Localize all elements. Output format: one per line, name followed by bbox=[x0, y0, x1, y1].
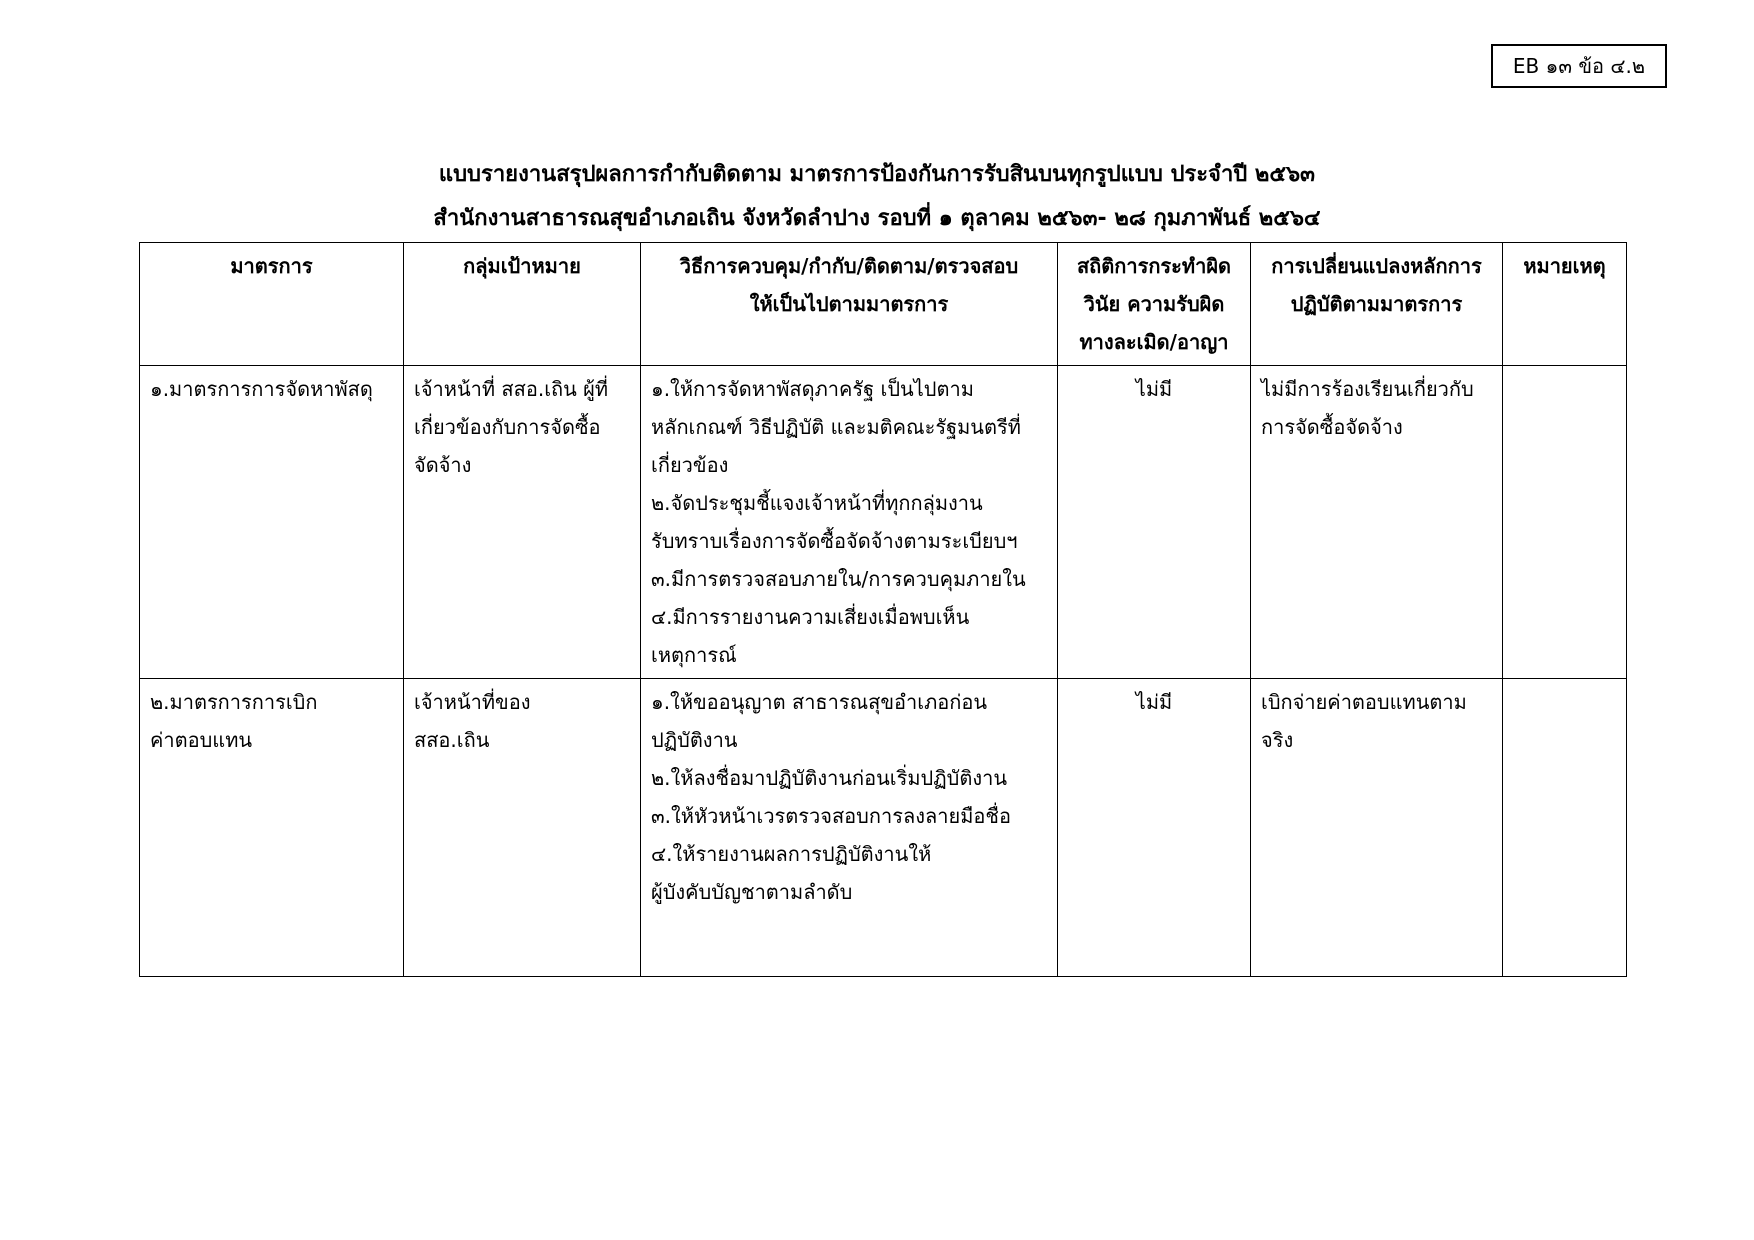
report-title: แบบรายงานสรุปผลการกำกับติดตาม มาตรการป้องกันการรับสินบนทุกรูปแบบ ประจำปี ๒๕๖๓ bbox=[438, 162, 1316, 187]
header-measure: มาตรการ bbox=[140, 243, 404, 366]
header-offense-statistics: สถิติการกระทำผิด วินัย ความรับผิด ทางละเมิด/อาญา bbox=[1058, 243, 1251, 366]
cell-offense-statistics: ไม่มี bbox=[1058, 679, 1251, 977]
table-row bbox=[140, 366, 1627, 679]
header-remark: หมายเหตุ bbox=[1503, 243, 1627, 366]
cell-target-group: เจ้าหน้าที่ของ สสอ.เถิน bbox=[404, 679, 641, 977]
cell-target-group: เจ้าหน้าที่ สสอ.เถิน ผู้ที่ เกี่ยวข้องกับการจัดซื้อ จัดจ้าง bbox=[404, 366, 641, 679]
report-subtitle: สำนักงานสาธารณสุขอำเภอเถิน จังหวัดลำปาง รอบที่ ๑ ตุลาคม ๒๕๖๓- ๒๘ กุมภาพันธ์ ๒๕๖๔ bbox=[433, 206, 1321, 231]
document-code-box bbox=[1491, 44, 1667, 88]
table-header-row bbox=[140, 243, 1627, 366]
report-table bbox=[139, 242, 1627, 977]
header-principle-change: การเปลี่ยนแปลงหลักการ ปฏิบัติตามมาตรการ bbox=[1251, 243, 1503, 366]
cell-control-method: ๑.ให้การจัดหาพัสดุภาครัฐ เป็นไปตาม หลักเกณฑ์ วิธีปฏิบัติ และมติคณะรัฐมนตรีที่ เกี่ยวข้อง ๒.จัดประชุมชี้แจงเจ้าหน้าที่ทุกกลุ่มงาน รับทราบเรื่องการจัดซื้อจัดจ้างตามระเบียบฯ ๓.มีการตรวจสอบภายใน/การควบคุมภายใน ๔.มีการรายงานความเสี่ยงเมื่อพบเห็น เหตุการณ์ bbox=[641, 366, 1058, 679]
cell-principle-change: เบิกจ่ายค่าตอบแทนตาม จริง bbox=[1251, 679, 1503, 977]
header-control-method: วิธีการควบคุม/กำกับ/ติดตาม/ตรวจสอบ ให้เป็นไปตามมาตรการ bbox=[641, 243, 1058, 366]
cell-control-method: ๑.ให้ขออนุญาต สาธารณสุขอำเภอก่อน ปฏิบัติงาน ๒.ให้ลงชื่อมาปฏิบัติงานก่อนเริ่มปฏิบัติงาน ๓.ให้หัวหน้าเวรตรวจสอบการลงลายมือชื่อ ๔.ให้รายงานผลการปฏิบัติงานให้ ผู้บังคับบัญชาตามลำดับ bbox=[641, 679, 1058, 977]
cell-remark bbox=[1503, 679, 1627, 977]
header-target-group: กลุ่มเป้าหมาย bbox=[404, 243, 641, 366]
cell-principle-change: ไม่มีการร้องเรียนเกี่ยวกับ การจัดซื้อจัดจ้าง bbox=[1251, 366, 1503, 679]
table-row bbox=[140, 679, 1627, 977]
cell-measure: ๒.มาตรการการเบิก ค่าตอบแทน bbox=[140, 679, 404, 977]
cell-remark bbox=[1503, 366, 1627, 679]
cell-offense-statistics: ไม่มี bbox=[1058, 366, 1251, 679]
document-code: EB ๑๓ ข้อ ๔.๒ bbox=[1512, 54, 1646, 78]
cell-measure: ๑.มาตรการการจัดหาพัสดุ bbox=[140, 366, 404, 679]
